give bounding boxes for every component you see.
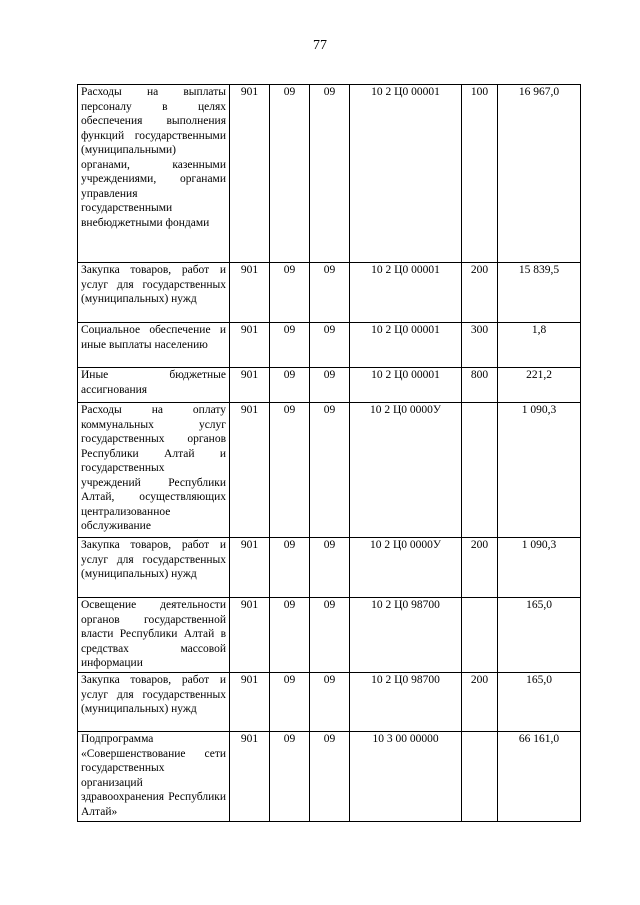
row-rz: 09 <box>270 323 310 368</box>
row-sum: 1 090,3 <box>498 538 581 598</box>
row-csr: 10 3 00 00000 <box>350 732 462 822</box>
row-name: Освещение деятельности органов государственной власти Республики Алтай в средствах массовой информации <box>78 598 230 673</box>
row-name: Подпрограмма «Совершенствование сети государственных организаций здравоохранения Республики Алтай» <box>78 732 230 822</box>
row-name: Закупка товаров, работ и услуг для государственных (муниципальных) нужд <box>78 538 230 598</box>
row-sum: 165,0 <box>498 673 581 732</box>
row-gr: 901 <box>230 673 270 732</box>
row-vr: 200 <box>462 263 498 323</box>
row-gr: 901 <box>230 85 270 263</box>
row-gr: 901 <box>230 538 270 598</box>
row-gr: 901 <box>230 598 270 673</box>
row-pr: 09 <box>310 673 350 732</box>
row-rz: 09 <box>270 403 310 538</box>
row-sum: 1 090,3 <box>498 403 581 538</box>
row-vr <box>462 732 498 822</box>
row-pr: 09 <box>310 538 350 598</box>
table-row <box>78 368 581 403</box>
row-pr: 09 <box>310 368 350 403</box>
row-sum: 16 967,0 <box>498 85 581 263</box>
row-sum: 66 161,0 <box>498 732 581 822</box>
row-sum: 165,0 <box>498 598 581 673</box>
row-gr: 901 <box>230 732 270 822</box>
row-vr: 800 <box>462 368 498 403</box>
row-rz: 09 <box>270 538 310 598</box>
row-rz: 09 <box>270 263 310 323</box>
row-rz: 09 <box>270 368 310 403</box>
row-rz: 09 <box>270 673 310 732</box>
row-pr: 09 <box>310 263 350 323</box>
row-sum: 221,2 <box>498 368 581 403</box>
row-name: Иные бюджетные ассигнования <box>78 368 230 403</box>
row-sum: 1,8 <box>498 323 581 368</box>
page-number: 77 <box>313 38 327 53</box>
row-name: Расходы на выплаты персоналу в целях обеспечения выполнения функций государственными (муниципальными) органами, казенными учреждениями, органами управления государственными внебюджетными фондами <box>78 85 230 263</box>
row-csr: 10 2 Ц0 00001 <box>350 85 462 263</box>
row-name: Закупка товаров, работ и услуг для государственных (муниципальных) нужд <box>78 673 230 732</box>
row-sum: 15 839,5 <box>498 263 581 323</box>
table-row <box>78 263 581 323</box>
row-pr: 09 <box>310 323 350 368</box>
row-pr: 09 <box>310 732 350 822</box>
table-row <box>78 732 581 822</box>
row-csr: 10 2 Ц0 0000У <box>350 403 462 538</box>
table-row <box>78 538 581 598</box>
row-csr: 10 2 Ц0 00001 <box>350 263 462 323</box>
row-csr: 10 2 Ц0 00001 <box>350 368 462 403</box>
row-pr: 09 <box>310 85 350 263</box>
table-row <box>78 598 581 673</box>
row-name: Расходы на оплату коммунальных услуг государственных органов Республики Алтай и государственных учреждений Республики Алтай, осуществляющих централизованное обслуживание <box>78 403 230 538</box>
row-gr: 901 <box>230 368 270 403</box>
row-vr: 200 <box>462 673 498 732</box>
row-csr: 10 2 Ц0 0000У <box>350 538 462 598</box>
table-row <box>78 403 581 538</box>
table-row <box>78 323 581 368</box>
row-vr: 300 <box>462 323 498 368</box>
row-pr: 09 <box>310 403 350 538</box>
row-gr: 901 <box>230 323 270 368</box>
row-name: Социальное обеспечение и иные выплаты населению <box>78 323 230 368</box>
row-csr: 10 2 Ц0 98700 <box>350 598 462 673</box>
row-rz: 09 <box>270 85 310 263</box>
row-name: Закупка товаров, работ и услуг для государственных (муниципальных) нужд <box>78 263 230 323</box>
row-vr: 100 <box>462 85 498 263</box>
row-vr <box>462 403 498 538</box>
row-vr: 200 <box>462 538 498 598</box>
budget-table <box>77 84 581 822</box>
row-csr: 10 2 Ц0 98700 <box>350 673 462 732</box>
row-vr <box>462 598 498 673</box>
row-csr: 10 2 Ц0 00001 <box>350 323 462 368</box>
row-pr: 09 <box>310 598 350 673</box>
row-gr: 901 <box>230 263 270 323</box>
table-row <box>78 85 581 263</box>
row-rz: 09 <box>270 732 310 822</box>
table-row <box>78 673 581 732</box>
row-rz: 09 <box>270 598 310 673</box>
row-gr: 901 <box>230 403 270 538</box>
